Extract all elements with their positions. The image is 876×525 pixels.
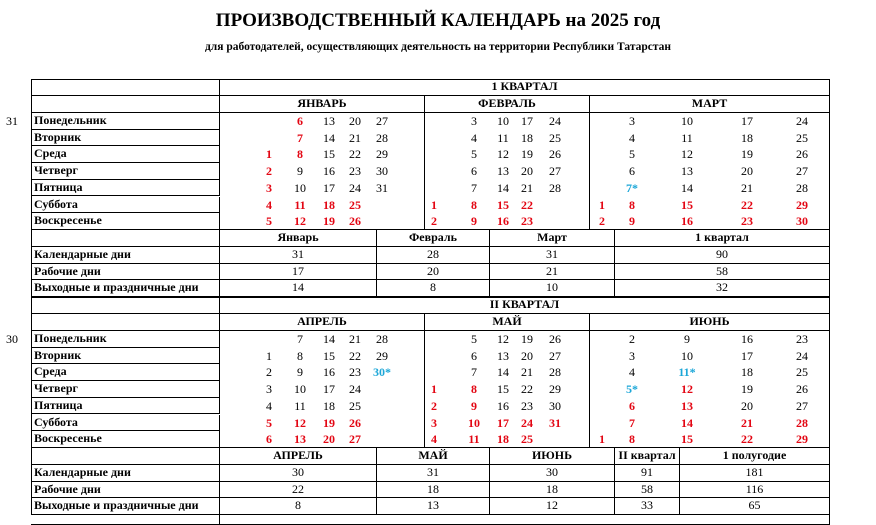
calendar-day: 3	[629, 114, 635, 128]
summary-value: 8	[377, 280, 490, 297]
calendar-day: 1	[266, 147, 272, 162]
calendar-day: 19	[323, 415, 335, 430]
calendar-day: 24	[796, 348, 808, 363]
calendar-day: 4	[266, 197, 272, 212]
calendar-day: 28	[796, 415, 808, 430]
calendar-day: 31	[376, 180, 388, 195]
calendar-day: 9	[629, 214, 635, 229]
calendar-day: 27	[349, 432, 361, 447]
calendar-day: 21	[521, 365, 533, 380]
calendar-day: 18	[521, 130, 533, 145]
calendar-day: 22	[349, 147, 361, 162]
calendar-day: 22	[741, 197, 753, 212]
calendar-day: 6	[471, 164, 477, 179]
quarter-title-blank	[31, 79, 220, 96]
calendar-day: 12	[497, 332, 509, 346]
calendar-day: 7	[297, 130, 303, 145]
calendar-day: 21	[349, 332, 361, 346]
calendar-day: 21	[521, 180, 533, 195]
calendar-day: 26	[796, 147, 808, 162]
calendar-day: 12	[294, 214, 306, 229]
calendar-day: 11	[294, 197, 306, 212]
calendar-day: 17	[323, 382, 335, 397]
calendar-day: 12	[497, 147, 509, 162]
calendar-day: 11*	[678, 365, 696, 380]
calendar-day: 16	[497, 214, 509, 229]
summary-value: 58	[615, 264, 830, 281]
summary-header-0: АПРЕЛЬ	[220, 448, 377, 465]
calendar-day: 15	[681, 432, 693, 447]
weekday-label: Вторник	[31, 130, 220, 147]
summary-header-3: II квартал	[615, 448, 680, 465]
calendar-day: 18	[741, 365, 753, 380]
calendar-day: 9	[684, 332, 690, 346]
summary-value: 22	[220, 482, 377, 499]
summary-row-label: Выходные и праздничные дни	[31, 498, 220, 515]
calendar-day: 2	[431, 214, 437, 229]
summary-value: 17	[220, 264, 377, 281]
summary-header-1: МАЙ	[377, 448, 490, 465]
weekday-label: Понедельник	[31, 113, 220, 130]
calendar-day: 1	[431, 382, 437, 397]
calendar-day: 28	[549, 365, 561, 380]
summary-row-label: Рабочие дни	[31, 264, 220, 281]
calendar-day: 26	[549, 147, 561, 162]
calendar-day: 21	[741, 415, 753, 430]
calendar-day: 7	[297, 332, 303, 346]
calendar-day: 7	[629, 415, 635, 430]
calendar-day: 17	[497, 415, 509, 430]
calendar-day: 31	[6, 114, 18, 128]
calendar-day: 30	[796, 214, 808, 229]
weekday-label: Суббота	[31, 197, 220, 214]
month-header-blank	[31, 314, 220, 331]
summary-value: 14	[220, 280, 377, 297]
calendar-day: 25	[521, 432, 533, 447]
summary-value: 18	[377, 482, 490, 499]
calendar-day: 22	[521, 197, 533, 212]
calendar-day: 8	[297, 348, 303, 363]
weekday-label: Воскресенье	[31, 431, 220, 448]
calendar-day: 1	[599, 197, 605, 212]
calendar-day: 10	[681, 348, 693, 363]
calendar-day: 1	[431, 197, 437, 212]
calendar-day: 6	[297, 114, 303, 128]
calendar-day: 16	[741, 332, 753, 346]
weekday-label: Четверг	[31, 381, 220, 398]
calendar-day: 5	[266, 415, 272, 430]
calendar-day: 17	[323, 180, 335, 195]
calendar-day: 2	[599, 214, 605, 229]
calendar-day: 26	[349, 214, 361, 229]
calendar-day: 20	[349, 114, 361, 128]
summary-value: 58	[615, 482, 680, 499]
calendar-day: 13	[497, 348, 509, 363]
calendar-day: 10	[294, 180, 306, 195]
weekday-label: Воскресенье	[31, 213, 220, 230]
calendar-day: 1	[266, 348, 272, 363]
weekday-label: Среда	[31, 364, 220, 381]
calendar-day: 15	[497, 382, 509, 397]
calendar-day: 14	[681, 180, 693, 195]
weekday-label: Пятница	[31, 398, 220, 415]
summary-value: 20	[377, 264, 490, 281]
calendar-day: 18	[497, 432, 509, 447]
calendar-day: 13	[323, 114, 335, 128]
calendar-day: 2	[266, 365, 272, 380]
summary-value: 116	[680, 482, 830, 499]
calendar-day: 2	[431, 398, 437, 413]
calendar-day: 25	[796, 365, 808, 380]
summary-value: 10	[490, 280, 615, 297]
calendar-day: 18	[323, 398, 335, 413]
calendar-day: 23	[521, 214, 533, 229]
trailing-row-stub	[220, 515, 830, 525]
month-header-blank	[31, 96, 220, 113]
calendar-day: 3	[266, 382, 272, 397]
weekday-label: Суббота	[31, 415, 220, 432]
calendar-day: 27	[796, 398, 808, 413]
calendar-day: 22	[741, 432, 753, 447]
calendar-day: 16	[681, 214, 693, 229]
summary-value: 90	[615, 247, 830, 264]
calendar-day: 29	[796, 197, 808, 212]
calendar-day: 6	[471, 348, 477, 363]
calendar-day: 8	[629, 432, 635, 447]
calendar-day: 5	[266, 214, 272, 229]
month-name-1: МАЙ	[425, 314, 590, 331]
calendar-day: 3	[266, 180, 272, 195]
calendar-day: 26	[549, 332, 561, 346]
calendar-day: 10	[681, 114, 693, 128]
summary-value: 30	[220, 465, 377, 482]
calendar-day: 23	[741, 214, 753, 229]
month-name-2: ИЮНЬ	[590, 314, 830, 331]
calendar-day: 5	[471, 147, 477, 162]
calendar-day: 2	[266, 164, 272, 179]
calendar-day: 24	[521, 415, 533, 430]
calendar-day: 13	[681, 398, 693, 413]
calendar-day: 12	[294, 415, 306, 430]
calendar-day: 27	[376, 114, 388, 128]
summary-value: 18	[490, 482, 615, 499]
calendar-day: 20	[741, 164, 753, 179]
calendar-day: 30	[549, 398, 561, 413]
weekday-label: Понедельник	[31, 331, 220, 348]
calendar-day: 4	[431, 432, 437, 447]
calendar-day: 28	[796, 180, 808, 195]
summary-value: 31	[490, 247, 615, 264]
calendar-day: 8	[471, 197, 477, 212]
summary-header-4: 1 полугодие	[680, 448, 830, 465]
calendar-day: 5	[629, 147, 635, 162]
calendar-day: 8	[629, 197, 635, 212]
calendar-day: 24	[549, 114, 561, 128]
calendar-day: 10	[468, 415, 480, 430]
calendar-day: 17	[741, 114, 753, 128]
summary-header-2: Март	[490, 230, 615, 247]
summary-header-2: ИЮНЬ	[490, 448, 615, 465]
calendar-day: 23	[521, 398, 533, 413]
summary-value: 12	[490, 498, 615, 515]
month-name-1: ФЕВРАЛЬ	[425, 96, 590, 113]
summary-value: 33	[615, 498, 680, 515]
calendar-day: 30*	[373, 365, 391, 380]
calendar-day: 27	[549, 348, 561, 363]
calendar-day: 24	[796, 114, 808, 128]
calendar-day: 23	[349, 164, 361, 179]
calendar-day: 5*	[626, 382, 638, 397]
weekday-label: Пятница	[31, 180, 220, 197]
calendar-day: 11	[468, 432, 480, 447]
calendar-day: 9	[471, 398, 477, 413]
calendar-day: 28	[549, 180, 561, 195]
calendar-day: 23	[796, 332, 808, 346]
calendar-day: 4	[629, 365, 635, 380]
calendar-day: 31	[549, 415, 561, 430]
calendar-day: 15	[323, 147, 335, 162]
month-name-0: АПРЕЛЬ	[220, 314, 425, 331]
calendar-day: 14	[681, 415, 693, 430]
summary-value: 28	[377, 247, 490, 264]
calendar-day: 12	[681, 147, 693, 162]
calendar-day: 7	[471, 180, 477, 195]
calendar-day: 3	[431, 415, 437, 430]
calendar-day: 18	[323, 197, 335, 212]
calendar-day: 12	[681, 382, 693, 397]
calendar-day: 3	[629, 348, 635, 363]
calendar-day: 11	[681, 130, 693, 145]
calendar-day: 14	[323, 130, 335, 145]
calendar-day: 22	[349, 348, 361, 363]
calendar-day: 22	[521, 382, 533, 397]
month-name-2: МАРТ	[590, 96, 830, 113]
calendar-day: 20	[521, 348, 533, 363]
calendar-day: 13	[681, 164, 693, 179]
summary-row-label: Рабочие дни	[31, 482, 220, 499]
calendar-day: 25	[549, 130, 561, 145]
calendar-day: 21	[349, 130, 361, 145]
calendar-day: 25	[349, 197, 361, 212]
calendar-day: 7*	[626, 180, 638, 195]
calendar-day: 2	[629, 332, 635, 346]
calendar-day: 15	[497, 197, 509, 212]
calendar-day: 1	[599, 432, 605, 447]
calendar-day: 13	[294, 432, 306, 447]
calendar-day: 14	[323, 332, 335, 346]
calendar-day: 4	[471, 130, 477, 145]
calendar-day: 16	[497, 398, 509, 413]
calendar-day: 30	[376, 164, 388, 179]
summary-header-blank	[31, 230, 220, 247]
calendar-day: 20	[521, 164, 533, 179]
calendar-day: 28	[376, 332, 388, 346]
weekday-label: Вторник	[31, 348, 220, 365]
calendar-day: 17	[741, 348, 753, 363]
calendar-day: 21	[741, 180, 753, 195]
page-subtitle: для работодателей, осуществляющих деятельность на территории Республики Татарстан	[204, 41, 672, 53]
calendar-day: 29	[376, 147, 388, 162]
calendar-day: 9	[297, 365, 303, 380]
weekday-label: Четверг	[31, 163, 220, 180]
calendar-day: 6	[629, 164, 635, 179]
calendar-day: 18	[741, 130, 753, 145]
calendar-day: 9	[471, 214, 477, 229]
summary-value: 32	[615, 280, 830, 297]
calendar-day: 7	[471, 365, 477, 380]
summary-value: 30	[490, 465, 615, 482]
calendar-day: 27	[549, 164, 561, 179]
weekday-label: Среда	[31, 146, 220, 163]
calendar-day: 6	[266, 432, 272, 447]
calendar-day: 25	[349, 398, 361, 413]
calendar-day: 24	[349, 180, 361, 195]
calendar-day: 4	[629, 130, 635, 145]
calendar-day: 5	[471, 332, 477, 346]
summary-value: 31	[377, 465, 490, 482]
quarter-title-blank	[31, 297, 220, 314]
calendar-day: 19	[521, 332, 533, 346]
calendar-day: 14	[497, 365, 509, 380]
calendar-day: 30	[6, 332, 18, 346]
calendar-day: 19	[741, 382, 753, 397]
summary-value: 13	[377, 498, 490, 515]
calendar-day: 28	[376, 130, 388, 145]
summary-header-1: Февраль	[377, 230, 490, 247]
calendar-day: 9	[297, 164, 303, 179]
summary-header-3: 1 квартал	[615, 230, 830, 247]
q1-title: 1 КВАРТАЛ	[220, 79, 830, 96]
calendar-day: 19	[741, 147, 753, 162]
summary-value: 65	[680, 498, 830, 515]
calendar-day: 29	[376, 348, 388, 363]
summary-row-label: Календарные дни	[31, 465, 220, 482]
summary-value: 8	[220, 498, 377, 515]
calendar-day: 6	[629, 398, 635, 413]
calendar-day: 19	[521, 147, 533, 162]
calendar-day: 16	[323, 365, 335, 380]
calendar-day: 15	[323, 348, 335, 363]
summary-row-label: Календарные дни	[31, 247, 220, 264]
calendar-day: 14	[497, 180, 509, 195]
calendar-day: 29	[549, 382, 561, 397]
calendar-day: 19	[323, 214, 335, 229]
calendar-day: 29	[796, 432, 808, 447]
summary-value: 181	[680, 465, 830, 482]
calendar-day: 27	[796, 164, 808, 179]
calendar-day: 11	[497, 130, 509, 145]
calendar-day: 17	[521, 114, 533, 128]
calendar-day: 10	[497, 114, 509, 128]
calendar-day: 20	[323, 432, 335, 447]
calendar-day: 3	[471, 114, 477, 128]
summary-header-blank	[31, 448, 220, 465]
calendar-day: 20	[741, 398, 753, 413]
calendar-day: 24	[349, 382, 361, 397]
page-title: ПРОИЗВОДСТВЕННЫЙ КАЛЕНДАРЬ на 2025 год	[215, 10, 661, 31]
trailing-row-stub	[31, 515, 220, 525]
calendar-day: 8	[297, 147, 303, 162]
month-name-0: ЯНВАРЬ	[220, 96, 425, 113]
calendar-day: 16	[323, 164, 335, 179]
summary-header-0: Январь	[220, 230, 377, 247]
calendar-day: 8	[471, 382, 477, 397]
calendar-day: 15	[681, 197, 693, 212]
summary-value: 21	[490, 264, 615, 281]
calendar-day: 10	[294, 382, 306, 397]
summary-row-label: Выходные и праздничные дни	[31, 280, 220, 297]
calendar-day: 23	[349, 365, 361, 380]
calendar-day: 26	[349, 415, 361, 430]
calendar-day: 11	[294, 398, 306, 413]
calendar-day: 13	[497, 164, 509, 179]
summary-value: 91	[615, 465, 680, 482]
calendar-day: 25	[796, 130, 808, 145]
q2-title: II КВАРТАЛ	[220, 297, 830, 314]
calendar-day: 4	[266, 398, 272, 413]
summary-value: 31	[220, 247, 377, 264]
calendar-day: 26	[796, 382, 808, 397]
